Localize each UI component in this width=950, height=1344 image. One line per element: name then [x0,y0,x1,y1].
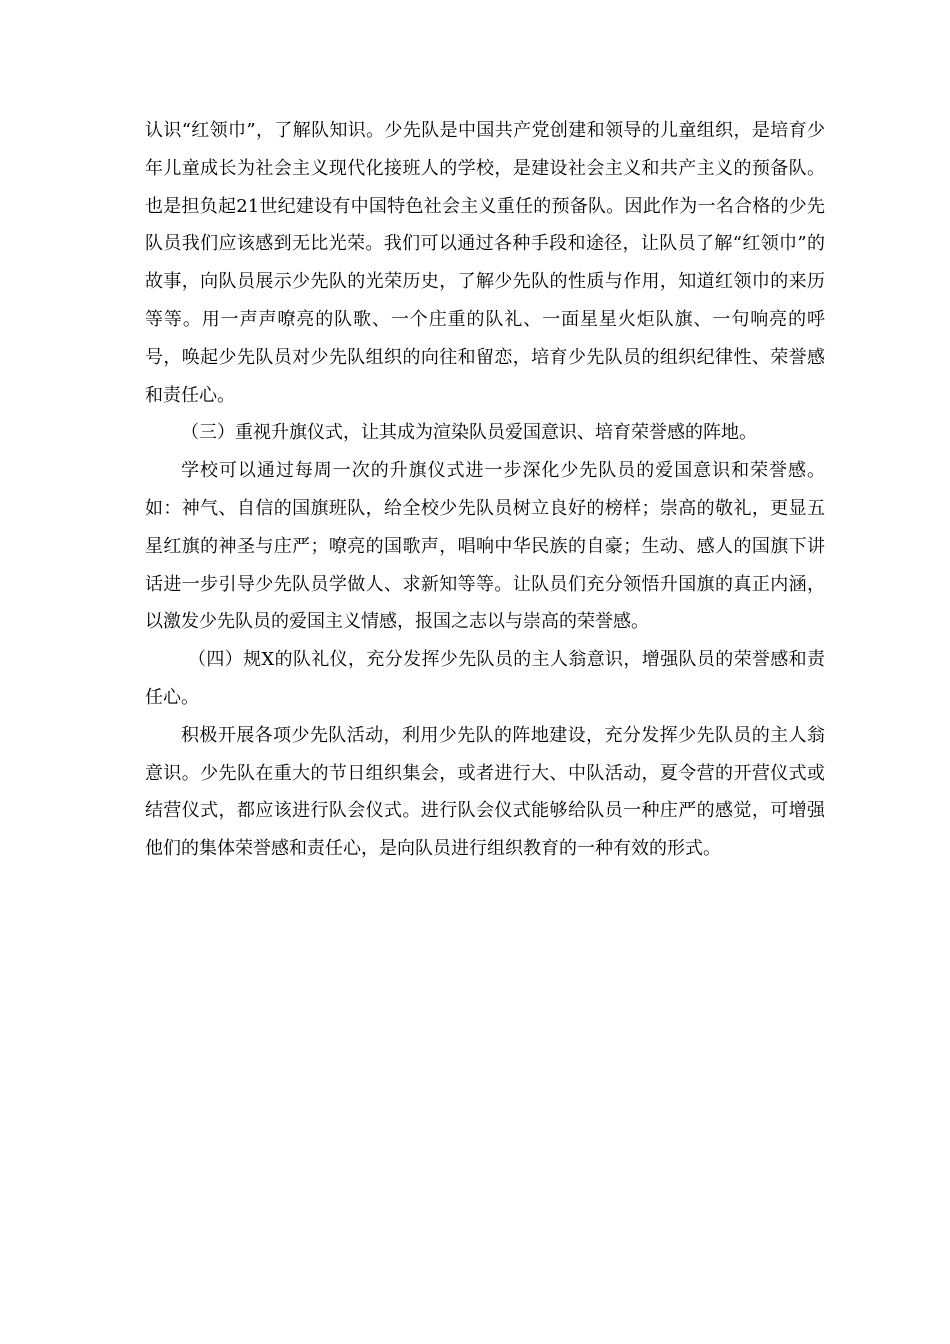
paragraph-team-activities: 积极开展各项少先队活动，利用少先队的阵地建设，充分发挥少先队员的主人翁意识。少先队在重大的节日组织集会，或者进行大、中队活动，夏令营的开营仪式或结营仪式，都应该进行队会仪式。进行队会仪式能够给队员一种庄严的感觉，可增强他们的集体荣誉感和责任心，是向队员进行组织教育的一种有效的形式。 [145,724,825,860]
document-page [145,112,825,868]
section-heading-team-etiquette: （四）规X的队礼仪，充分发挥少先队员的主人翁意识，增强队员的荣誉感和责任心。 [145,649,825,708]
section-heading-flag-ceremony: （三）重视升旗仪式，让其成为渲染队员爱国意识、培育荣誉感的阵地。 [181,422,757,444]
paragraph-flag-ceremony: 学校可以通过每周一次的升旗仪式进一步深化少先队员的爱国意识和荣誉感。如：神气、自信的国旗班队，给全校少先队员树立良好的榜样；崇高的敬礼，更显五星红旗的神圣与庄严；嘹亮的国歌声，唱响中华民族的自豪；生动、感人的国旗下讲话进一步引导少先队员学做人、求新知等等。让队员们充分领悟升国旗的真正内涵，以激发少先队员的爱国主义情感，报国之志以与崇高的荣誉感。 [145,460,825,633]
paragraph-pioneer-knowledge: 认识“红领巾”，了解队知识。少先队是中国共产党创建和领导的儿童组织，是培育少年儿童成长为社会主义现代化接班人的学校，是建设社会主义和共产主义的预备队。也是担负起21世纪建设有中国特色社会主义重任的预备队。因此作为一名合格的少先队员我们应该感到无比光荣。我们可以通过各种手段和途径，让队员了解“红领巾”的故事，向队员展示少先队的光荣历史，了解少先队的性质与作用，知道红领巾的来历等等。用一声声嘹亮的队歌、一个庄重的队礼、一面星星火炬队旗、一句响亮的呼号，唤起少先队员对少先队组织的向往和留恋，培育少先队员的组织纪律性、荣誉感和责任心。 [145,120,825,406]
